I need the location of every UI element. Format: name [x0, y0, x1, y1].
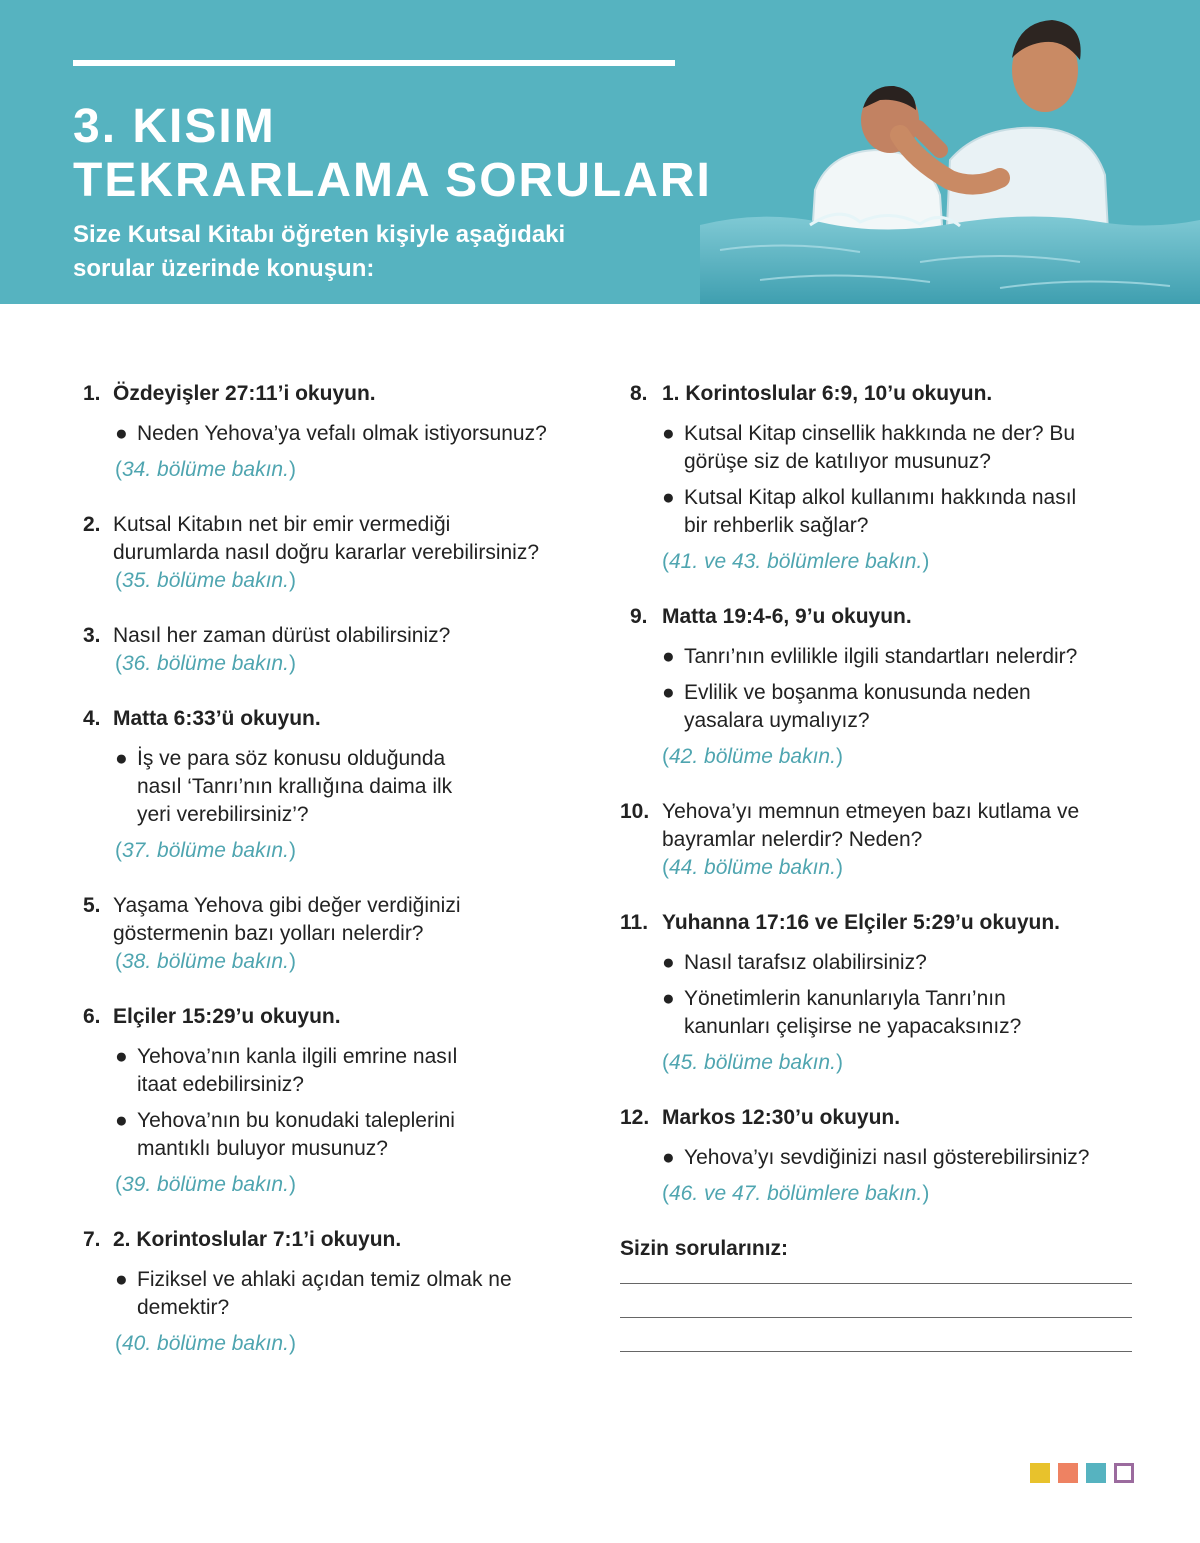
header-rule — [73, 60, 675, 66]
section-square-4 — [1114, 1463, 1134, 1483]
bullet-dot-icon: ● — [115, 1268, 128, 1291]
answer-line[interactable] — [620, 1283, 1132, 1284]
bullet-item: ● Yehova’nın bu konudaki taleplerini mantıklı buluyor musunuz? — [115, 1109, 455, 1160]
baptism-illustration — [700, 0, 1200, 304]
question-text: Matta 6:33’ü okuyun. — [113, 707, 321, 730]
question-number: 9. — [630, 605, 648, 628]
chapter-reference: (36. bölüme bakın.) — [115, 652, 296, 675]
chapter-reference: (41. ve 43. bölümlere bakın.) — [662, 550, 930, 573]
bullet-dot-icon: ● — [662, 645, 675, 668]
bullet-list — [115, 745, 475, 829]
chapter-reference: (38. bölüme bakın.) — [115, 950, 296, 973]
question-4-heading — [83, 705, 553, 733]
bullet-dot-icon: ● — [662, 987, 675, 1010]
section-square-2 — [1058, 1463, 1078, 1483]
chapter-reference: (45. bölüme bakın.) — [662, 1051, 843, 1074]
bullet-dot-icon: ● — [662, 422, 675, 445]
bullet-item: ● Neden Yehova’ya vefalı olmak istiyorsunuz? — [115, 420, 553, 448]
question-11 — [620, 909, 1140, 1077]
question-text: 1. Korintoslular 6:9, 10’u okuyun. — [662, 382, 993, 405]
question-6-heading — [83, 1003, 553, 1031]
bullet-dot-icon: ● — [115, 1109, 128, 1132]
question-text: Markos 12:30’u okuyun. — [662, 1106, 901, 1129]
bullet-dot-icon: ● — [115, 1045, 128, 1068]
question-9 — [620, 603, 1140, 771]
question-number: 5. — [83, 894, 101, 917]
question-1-heading — [83, 380, 553, 408]
question-text: Kutsal Kitabın net bir emir vermediği durumlarda nasıl doğru kararlar verebilirsiniz? — [113, 513, 540, 564]
question-10 — [620, 798, 1140, 882]
bullet-list — [662, 643, 1132, 735]
chapter-reference: (37. bölüme bakın.) — [115, 839, 296, 862]
title-line-1: 3. KISIM — [73, 100, 276, 153]
your-questions-label: Sizin sorularınız: — [620, 1237, 789, 1260]
answer-line[interactable] — [620, 1351, 1132, 1352]
bullet-dot-icon: ● — [662, 486, 675, 509]
bullet-item: ● Kutsal Kitap alkol kullanımı hakkında nasıl bir rehberlik sağlar? — [662, 486, 1077, 537]
question-text: Yaşama Yehova gibi değer verdiğinizi göstermenin bazı yolları nelerdir? — [113, 894, 461, 945]
question-text: Matta 19:4-6, 9’u okuyun. — [662, 605, 912, 628]
bullet-item: ● Fiziksel ve ahlaki açıdan temiz olmak ne demektir? — [115, 1268, 512, 1319]
question-text: Elçiler 15:29’u okuyun. — [113, 1005, 341, 1028]
bullet-list — [115, 1043, 495, 1163]
page-subtitle: Size Kutsal Kitabı öğreten kişiyle aşağıdaki sorular üzerinde konuşun: — [73, 221, 566, 282]
question-text: Özdeyişler 27:11’i okuyun. — [113, 382, 376, 405]
question-8 — [620, 380, 1140, 576]
bullet-item: ● Kutsal Kitap cinsellik hakkında ne der? Bu görüşe siz de katılıyor musunuz? — [662, 422, 1076, 473]
question-2-heading — [83, 511, 553, 567]
answer-line[interactable] — [620, 1317, 1132, 1318]
question-5-heading — [83, 892, 553, 948]
question-number: 12. — [620, 1106, 650, 1129]
question-9-heading — [620, 603, 1140, 631]
question-text: Yuhanna 17:16 ve Elçiler 5:29’u okuyun. — [662, 911, 1060, 934]
question-5 — [83, 892, 553, 976]
title-line-2: TEKRARLAMA SORULARI — [73, 154, 712, 207]
question-12 — [620, 1104, 1140, 1208]
bullet-dot-icon: ● — [115, 422, 128, 445]
question-3-heading — [83, 622, 553, 650]
question-6 — [83, 1003, 553, 1199]
bullet-item: ● Nasıl tarafsız olabilirsiniz? — [662, 949, 1082, 977]
question-4 — [83, 705, 553, 865]
question-number: 1. — [83, 382, 101, 405]
question-number: 7. — [83, 1228, 101, 1251]
question-text: 2. Korintoslular 7:1’i okuyun. — [113, 1228, 402, 1251]
chapter-reference: (42. bölüme bakın.) — [662, 745, 843, 768]
bullet-list — [662, 949, 1082, 1041]
section-square-1 — [1030, 1463, 1050, 1483]
question-7 — [83, 1226, 553, 1358]
bullet-item: ● Evlilik ve boşanma konusunda neden yasalara uymalıyız? — [662, 681, 1031, 732]
question-number: 4. — [83, 707, 101, 730]
question-2 — [83, 511, 553, 595]
question-text: Yehova’yı memnun etmeyen bazı kutlama ve bayramlar nelerdir? Neden? — [662, 800, 1080, 851]
question-number: 10. — [620, 800, 650, 823]
question-number: 8. — [630, 382, 648, 405]
chapter-reference: (34. bölüme bakın.) — [115, 458, 296, 481]
bullet-dot-icon: ● — [115, 747, 128, 770]
question-1 — [83, 380, 553, 484]
question-number: 2. — [83, 513, 101, 536]
question-10-heading — [620, 798, 1122, 854]
question-number: 3. — [83, 624, 101, 647]
bullet-item: ● Yönetimlerin kanunlarıyla Tanrı’nın kanunları çelişirse ne yapacaksınız? — [662, 987, 1022, 1038]
bullet-list — [662, 420, 1082, 540]
question-number: 11. — [620, 911, 649, 934]
bullet-list — [115, 420, 553, 448]
question-8-heading — [620, 380, 1140, 408]
question-3 — [83, 622, 553, 678]
chapter-reference: (46. ve 47. bölümlere bakın.) — [662, 1182, 930, 1205]
question-7-heading — [83, 1226, 553, 1254]
section-square-3 — [1086, 1463, 1106, 1483]
question-12-heading — [620, 1104, 1140, 1132]
section-indicator — [1030, 1463, 1134, 1483]
bullet-dot-icon: ● — [662, 951, 675, 974]
bullet-item: ● Yehova’yı sevdiğinizi nasıl gösterebilirsiniz? — [662, 1144, 1140, 1172]
bullet-item: ● İş ve para söz konusu olduğunda nasıl ‘Tanrı’nın krallığına daima ilk yeri verebilirsiniz’? — [115, 747, 453, 826]
bullet-dot-icon: ● — [662, 1146, 675, 1169]
questions-right-column — [620, 380, 1140, 1352]
question-11-heading — [620, 909, 1140, 937]
bullet-dot-icon: ● — [662, 681, 675, 704]
chapter-reference: (44. bölüme bakın.) — [662, 856, 843, 879]
bullet-list — [115, 1266, 515, 1322]
header-banner — [0, 0, 1200, 304]
chapter-reference: (35. bölüme bakın.) — [115, 569, 296, 592]
chapter-reference: (39. bölüme bakın.) — [115, 1173, 296, 1196]
bullet-item: ● Yehova’nın kanla ilgili emrine nasıl itaat edebilirsiniz? — [115, 1045, 458, 1096]
bullet-list — [662, 1144, 1140, 1172]
bullet-item: ● Tanrı’nın evlilikle ilgili standartları nelerdir? — [662, 643, 1132, 671]
chapter-reference: (40. bölüme bakın.) — [115, 1332, 296, 1355]
question-text: Nasıl her zaman dürüst olabilirsiniz? — [113, 624, 451, 647]
question-number: 6. — [83, 1005, 101, 1028]
questions-left-column — [83, 380, 553, 1385]
page-title — [73, 100, 712, 208]
